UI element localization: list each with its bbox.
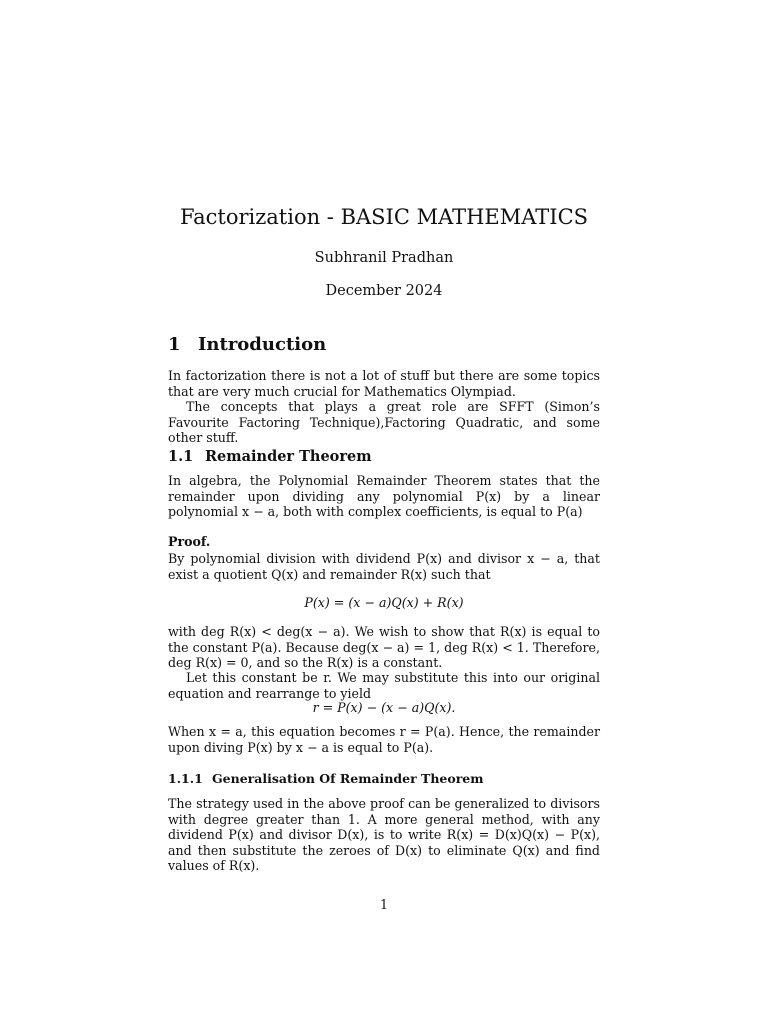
subsubsection-heading-generalisation <box>168 771 483 786</box>
intro-paragraph-1: In factorization there is not a lot of stuff but there are some topics that are very much crucial for Mathematics Olympiad. <box>168 368 600 399</box>
proof-paragraph-4: When x = a, this equation becomes r = P(a). Hence, the remainder upon diving P(x) by x − a is equal to P(a). <box>168 724 600 755</box>
subsubsection-title: Generalisation Of Remainder Theorem <box>212 771 484 786</box>
theorem-paragraph: In algebra, the Polynomial Remainder Theorem states that the remainder upon dividing any polynomial P(x) by a linear polynomial x − a, both with complex coefficients, is equal to P(a) <box>168 473 600 520</box>
proof-label: Proof. <box>168 534 211 549</box>
page-number: 1 <box>379 897 388 912</box>
subsubsection-number: 1.1.1 <box>168 771 203 786</box>
subsection-title: Remainder Theorem <box>205 448 372 465</box>
generalisation-paragraph: The strategy used in the above proof can be generalized to divisors with degree greater than 1. A more general method, with any dividend P(x) and divisor D(x), is to write R(x) = D(x)Q(x) − P(x), and then substitute the zeroes of D(x) to eliminate Q(x) and find values of R(x). <box>168 796 600 874</box>
proof-paragraph-2: with deg R(x) < deg(x − a). We wish to show that R(x) is equal to the constant P(a). Because deg(x − a) = 1, deg R(x) < 1. Therefore, deg R(x) = 0, and so the R(x) is a constant. <box>168 624 600 671</box>
equation-1: P(x) = (x − a)Q(x) + R(x) <box>304 595 464 610</box>
date: December 2024 <box>325 283 443 299</box>
intro-paragraph-2: The concepts that plays a great role are SFFT (Simon’s Favourite Factoring Technique),Factoring Quadratic, and some other stuff. <box>168 399 600 446</box>
author: Subhranil Pradhan <box>314 250 454 266</box>
subsection-number: 1.1 <box>168 448 194 465</box>
section-title: Introduction <box>198 334 327 355</box>
paper-title: Factorization - BASIC MATHEMATICS <box>179 205 589 229</box>
equation-2: r = P(x) − (x − a)Q(x). <box>312 700 456 715</box>
section-heading-introduction <box>168 334 326 355</box>
proof-paragraph-3: Let this constant be r. We may substitute this into our original equation and rearrange to yield <box>168 670 600 701</box>
subsection-heading-remainder-theorem <box>168 448 372 465</box>
section-number: 1 <box>168 334 181 355</box>
proof-paragraph-1: By polynomial division with dividend P(x) and divisor x − a, that exist a quotient Q(x) and remainder R(x) such that <box>168 551 600 582</box>
